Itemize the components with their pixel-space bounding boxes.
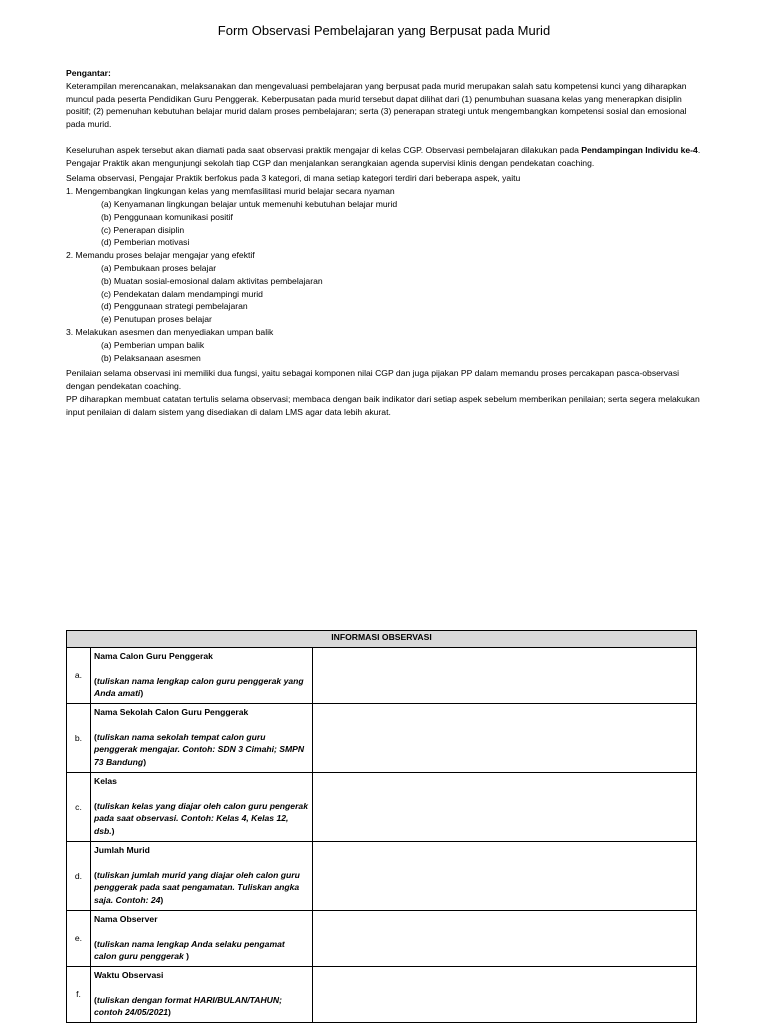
row-label: c. [67,773,91,842]
intro-paragraph-1: Keterampilan merencanakan, melaksanakan dan mengevaluasi pembelajaran yang berpusat pada murid merupakan salah satu kompetensi kunci yang diharapkan muncul pada peserta Pendidikan Guru Penggerak. Keberpusatan pada murid tersebut dapat dilihat dari (1) penumbuhan suasana kelas yang menerapkan disiplin positif; (2) pemenuhan kebutuhan belajar murid dalam proses pembelajaran; serta (3) penerapan strategi untuk mengembangkan kompetensi sosial dan emosional pada murid. [66,80,687,130]
row-label: f. [67,967,91,1023]
field-hint: (tuliskan nama lengkap Anda selaku pengamat calon guru penggerak ) [94,938,285,962]
category-3: 3. Melakukan asesmen dan menyediakan umpan balik [66,326,274,337]
row-description [91,967,313,1023]
field-hint-text: tuliskan jumlah murid yang diajar oleh calon guru penggerak pada saat pengamatan. Tuliskan angka saja. Contoh: 24 [94,869,300,905]
table-row [67,967,697,1023]
field-hint-text: tuliskan dengan format HARI/BULAN/TAHUN; contoh 24/05/2021 [94,994,282,1018]
row-label: d. [67,842,91,911]
table-header-row [67,631,697,648]
table-row [67,911,697,967]
category-3-item: (a) Pemberian umpan balik [101,339,205,350]
row-description [91,648,313,704]
category-1-item: (c) Penerapan disiplin [101,224,185,235]
page-title: Form Observasi Pembelajaran yang Berpusat pada Murid [217,23,551,38]
field-hint-text: tuliskan kelas yang diajar oleh calon guru pengerak pada saat observasi. Contoh: Kelas 4, Kelas 12, dsb. [94,800,308,836]
field-hint: (tuliskan kelas yang diajar oleh calon guru pengerak pada saat observasi. Contoh: Kelas 4, Kelas 12, dsb.) [94,800,308,836]
observation-info-table [66,630,697,1023]
observer-name-field[interactable] [313,911,697,967]
calon-guru-name-field[interactable] [313,648,697,704]
category-2-item: (c) Pendekatan dalam mendampingi murid [101,288,263,299]
row-description [91,911,313,967]
field-hint: (tuliskan jumlah murid yang diajar oleh calon guru penggerak pada saat pengamatan. Tuliskan angka saja. Contoh: 24) [94,869,300,905]
category-1-item: (d) Pemberian motivasi [101,237,190,248]
row-description [91,842,313,911]
category-2-item: (e) Penutupan proses belajar [101,314,212,325]
school-name-field[interactable] [313,704,697,773]
student-count-field[interactable] [313,842,697,911]
intro-paragraph-2 [66,144,702,170]
field-hint: (tuliskan nama sekolah tempat calon guru penggerak mengajar. Contoh: SDN 3 Cimahi; SMPN 73 Bandung) [94,731,305,767]
row-label: b. [67,704,91,773]
category-3-item: (b) Pelaksanaan asesmen [101,352,201,363]
field-name: Jumlah Murid [94,845,150,855]
intro-p2-text-b: . Pengajar Praktik akan mengunjungi sekolah tiap CGP dan menjalankan serangkaian agenda supervisi klinis dengan pendekatan coaching. [66,144,701,168]
field-hint-text: tuliskan nama sekolah tempat calon guru penggerak mengajar. Contoh: SDN 3 Cimahi; SMPN 73 Bandung [94,731,305,767]
intro-paragraph-4: Penilaian selama observasi ini memiliki dua fungsi, yaitu sebagai komponen nilai CGP dan juga pijakan PP dalam memandu proses percakapan pasca-observasi dengan pendekatan coaching. [66,368,680,392]
row-label: e. [67,911,91,967]
category-1: 1. Mengembangkan lingkungan kelas yang memfasilitasi murid belajar secara nyaman [66,186,395,197]
category-2-item: (d) Penggunaan strategi pembelajaran [101,301,248,312]
intro-paragraph-5: PP diharapkan membuat catatan tertulis selama observasi; membaca dengan baik indikator dari setiap aspek sebelum memberikan penilaian; serta segera melakukan input penilaian di dalam sistem yang disediakan di dalam LMS agar data lebih akurat. [66,393,700,417]
table-row [67,648,697,704]
field-hint-text: tuliskan nama lengkap Anda selaku pengamat calon guru penggerak [94,938,285,962]
row-description [91,704,313,773]
intro-heading: Pengantar: [66,68,111,78]
category-2: 2. Memandu proses belajar mengajar yang efektif [66,250,255,261]
class-field[interactable] [313,773,697,842]
field-name: Nama Sekolah Calon Guru Penggerak [94,707,249,717]
intro-section [66,67,702,419]
field-name: Nama Calon Guru Penggerak [94,651,213,661]
table-row [67,773,697,842]
field-name: Nama Observer [94,914,158,924]
field-hint: (tuliskan dengan format HARI/BULAN/TAHUN; contoh 24/05/2021) [94,994,282,1018]
category-1-item: (b) Penggunaan komunikasi positif [101,211,233,222]
table-header: INFORMASI OBSERVASI [67,631,697,648]
field-hint-text: tuliskan nama lengkap calon guru penggerak yang Anda amati [94,675,304,699]
category-2-item: (a) Pembukaan proses belajar [101,262,217,273]
category-2-item: (b) Muatan sosial-emosional dalam aktivitas pembelajaran [101,275,323,286]
field-name: Waktu Observasi [94,970,164,980]
field-hint: (tuliskan nama lengkap calon guru penggerak yang Anda amati) [94,675,304,699]
category-1-item: (a) Kenyamanan lingkungan belajar untuk memenuhi kebutuhan belajar murid [101,198,398,209]
intro-p2-text-a: Keseluruhan aspek tersebut akan diamati pada saat observasi praktik mengajar di kelas CGP. Observasi pembelajaran dilakukan pada [66,144,582,155]
row-label: a. [67,648,91,704]
table-row [67,704,697,773]
row-description [91,773,313,842]
intro-paragraph-3: Selama observasi, Pengajar Praktik berfokus pada 3 kategori, di mana setiap kategori terdiri dari beberapa aspek, yaitu [66,173,521,184]
observation-date-field[interactable] [313,967,697,1023]
intro-p2-bold: Pendampingan Individu ke-4 [581,144,698,155]
table-row [67,842,697,911]
field-name: Kelas [94,776,117,786]
